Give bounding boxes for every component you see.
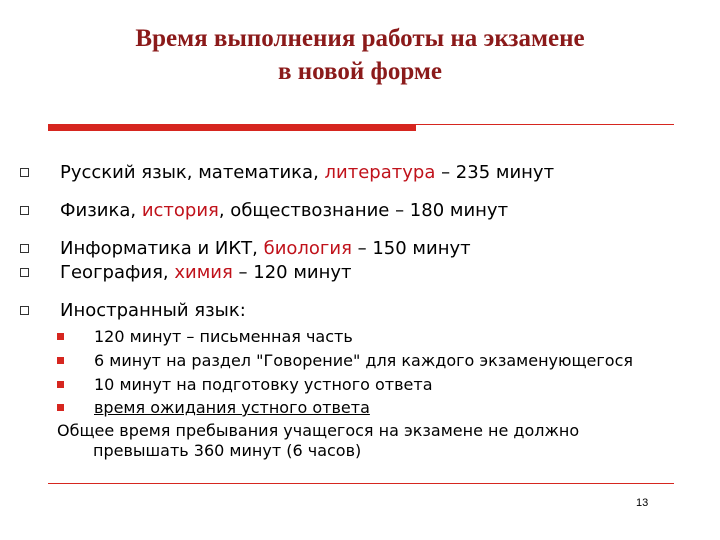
square-bullet-icon [57,404,64,411]
checkbox-bullet-icon [20,168,29,177]
list-item-highlight: история [141,200,219,221]
slide-title-line2: в новой форме [278,58,442,85]
list-item-highlight: химия [174,262,233,283]
square-bullet-icon [57,357,64,364]
summary-text [57,421,579,461]
list-item-text: География, [60,262,175,283]
list-item-highlight: биология [263,238,352,259]
list-item-text: Физика, [60,200,142,221]
square-bullet-icon [57,333,64,340]
list-item-text: – 235 минут [435,162,555,183]
list-item-text: – 150 минут [351,238,471,259]
title-divider-thick [48,124,416,131]
footer-divider [48,483,674,484]
page-number: 13 [636,497,649,509]
checkbox-bullet-icon [20,268,29,277]
checkbox-bullet-icon [20,306,29,315]
title-divider-thin [416,124,674,125]
sub-list-item-text: 10 минут на подготовку устного ответа [94,375,433,394]
sub-list-item-text: время ожидания устного ответа [94,398,370,417]
summary-line1: Общее время пребывания учащегося на экзамене не должно [57,421,580,440]
checkbox-bullet-icon [20,206,29,215]
slide-title [60,22,660,88]
list-item-text: Русский язык, математика, [60,162,325,183]
list-item-text: Информатика и ИКТ, [60,238,264,259]
list-item-text: , обществознание – 180 минут [218,200,509,221]
list-item-text: – 120 минут [232,262,352,283]
list-item-text: Иностранный язык: [60,300,246,321]
summary-line2: превышать 360 минут (6 часов) [93,441,362,460]
sub-list-item-text: 120 минут – письменная часть [94,327,353,346]
list-item-highlight: литература [324,162,436,183]
square-bullet-icon [57,381,64,388]
slide-title-line1: Время выполнения работы на экзамене [135,25,585,52]
checkbox-bullet-icon [20,244,29,253]
sub-list-item-text: 6 минут на раздел "Говорение" для каждого экзаменующегося [94,351,633,370]
